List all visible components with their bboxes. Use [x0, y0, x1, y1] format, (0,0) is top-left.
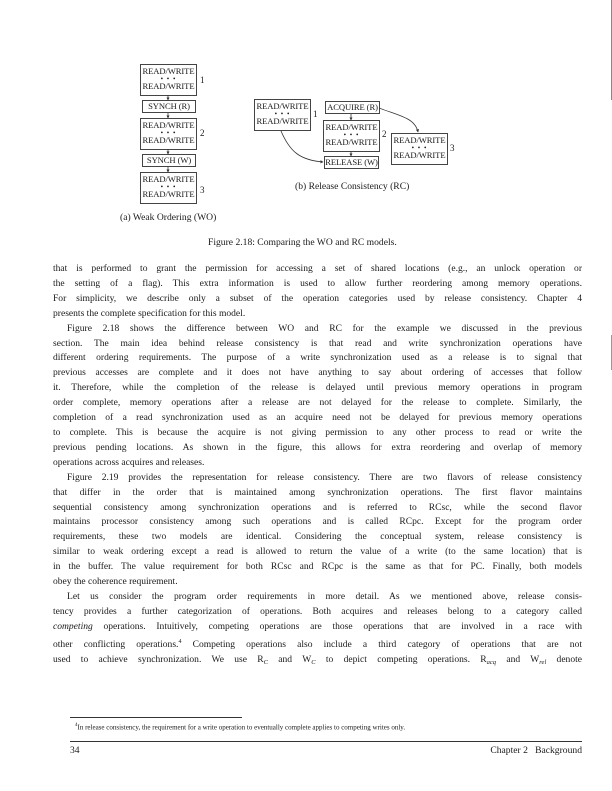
- rc-block-2: READ/WRITE • • • READ/WRITE: [323, 120, 380, 152]
- footnote: [53, 721, 604, 732]
- rc-block-1: READ/WRITE • • • READ/WRITE: [254, 99, 311, 131]
- running-header: [490, 745, 582, 756]
- rc-block-2-label: 2: [382, 129, 387, 139]
- footnote-mark: 4: [75, 723, 78, 728]
- footnote-rule: [70, 717, 242, 718]
- rc-block-1-label: 1: [313, 109, 318, 119]
- body-text: [53, 262, 582, 668]
- term-competing: competing: [53, 620, 93, 632]
- figure-caption: Figure 2.18: Comparing the WO and RC models.: [208, 237, 397, 248]
- wo-synch-w: SYNCH (W): [142, 154, 196, 167]
- paragraph-1: that is performed to grant the permission for accessing a set of shared locations (e.g., an unlock operation or the setting of a flag). This extra information is used to allow further reordering among memory operations. For simplicity, we describe only a subset of the operation categories used by release consistency. Chapter 4 presents the complete specification for this model.: [53, 263, 582, 319]
- rc-acquire: ACQUIRE (R): [325, 101, 380, 114]
- rc-release: RELEASE (W): [325, 157, 378, 167]
- rc-block-3: READ/WRITE • • • READ/WRITE: [391, 133, 448, 165]
- paragraph-2: Figure 2.18 shows the difference between WO and RC for the example we discussed in the previous section. The main idea behind release consistency is that read and write synchronization operations have different ordering requirements. The purpose of a write synchronization used as a release is to signal that previous accesses are complete and it does not have anything to say about ordering of accesses that follow it. Therefore, while the completion of the release is delayed until previous memory operations in program order complete, memory operations after a release are not delayed for the release to complete. Similarly, the completion of a read synchronization used as an acquire need not be delayed for previous memory operations to complete. This is because the acquire is not giving permission to any other process to read or write the previous pending locations. As shown in the figure, this allows for extra reordering and overlap of memory operations across acquires and releases.: [53, 322, 582, 468]
- wo-caption: (a) Weak Ordering (WO): [120, 212, 217, 223]
- rc-block-3-label: 3: [450, 143, 455, 153]
- wo-block-3: READ/WRITE • • • READ/WRITE: [140, 172, 197, 204]
- paragraph-4: Let us consider the program order requirements in more detail. As we mentioned above, release consis- tency provides a further categorization of operations. Both acquires and releases belong to a category called competing operations. Intuitively, competing operations are those operations that are involved in a race with other conflicting operations.$^4$ Competing operations also include a third category of operations that are not used to achieve synchronization. We use $R_C$ and $W_C$ to depict competing operations. $R_{acq}$ and $W_{rel}$ denote: [53, 590, 582, 666]
- wo-block-2-label: 2: [200, 128, 205, 138]
- wo-block-2: READ/WRITE • • • READ/WRITE: [140, 118, 197, 150]
- footer-rule: [70, 741, 582, 742]
- wo-synch-r: SYNCH (R): [142, 100, 196, 113]
- section-label: Background: [535, 745, 582, 756]
- wo-block-3-label: 3: [200, 185, 205, 195]
- page-number: 34: [70, 745, 80, 756]
- chapter-label: Chapter 2: [490, 745, 528, 756]
- rc-caption: (b) Release Consistency (RC): [295, 181, 410, 192]
- paragraph-3: Figure 2.19 provides the representation for release consistency. There are two flavors of release consistency that differ in the order that is maintained among synchronization operations. The first flavor maintains sequential consistency among synchronization operations and is referred to RCsc, while the second flavor maintains processor consistency among such operations and is called RCpc. Except for the program order requirements, these two models are identical. Considering the conceptual system, release consistency is similar to weak ordering except a read is allowed to return the value of a write (to the same location) that is in the buffer. The value requirement for both RCsc and RCpc is the same as that for PC. Finally, both models obey the coherence requirement.: [53, 471, 582, 588]
- wo-block-1-label: 1: [200, 75, 205, 85]
- footnote-ref-4[interactable]: 4: [178, 638, 182, 645]
- footnote-text: In release consistency, the requirement for a write operation to eventually complete applies to competing writes only.: [77, 723, 406, 732]
- wo-block-1: READ/WRITE • • • READ/WRITE: [140, 64, 197, 96]
